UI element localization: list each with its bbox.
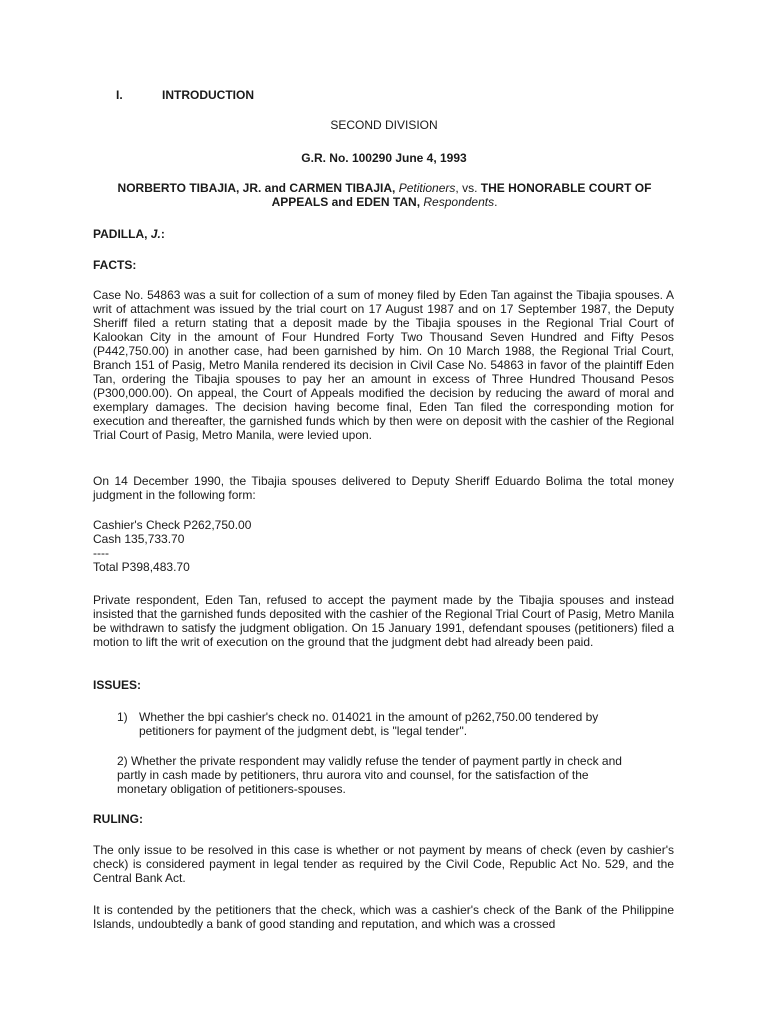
payment-line-divider: ---- xyxy=(93,546,109,560)
ponente xyxy=(93,227,165,241)
versus-text: , vs. xyxy=(455,181,478,195)
payment-line-total: Total P398,483.70 xyxy=(93,560,190,574)
payment-line-check: Cashier's Check P262,750.00 xyxy=(93,518,252,532)
ruling-paragraph-2: It is contended by the petitioners that the check, which was a cashier's check of the Bank of the Philippine Islands, undoubtedly a bank of good standing and reputation, and which was a crossed xyxy=(93,903,674,931)
payment-breakdown xyxy=(93,518,251,574)
facts-paragraph-3: Private respondent, Eden Tan, refused to accept the payment made by the Tibajia spouses and instead insisted that the garnished funds deposited with the cashier of the Regional Trial Court of Pasig, Metro Manila be withdrawn to satisfy the judgment obligation. On 15 January 1991, defendant spouses (petitioners) filed a motion to lift the writ of execution on the ground that the judgment debt had already been paid. xyxy=(93,593,674,649)
court-division: SECOND DIVISION xyxy=(330,118,438,132)
facts-heading: FACTS: xyxy=(93,258,137,272)
respondents-label: Respondents xyxy=(423,195,495,209)
issue-2-text: 2) Whether the private respondent may validly refuse the tender of payment partly in check and partly in cash made by petitioners, thru aurora vito and counsel, for the satisfaction of the monetary obligation of petitioners-spouses. xyxy=(117,754,622,796)
issues-heading: ISSUES: xyxy=(93,678,142,692)
case-number: G.R. No. 100290 June 4, 1993 xyxy=(301,151,467,165)
case-parties: NORBERTO TIBAJIA, JR. and CARMEN TIBAJIA, Petitioners, vs. THE HONORABLE COURT OF APPEALS and EDEN TAN, Respondents. xyxy=(117,181,652,209)
ruling-paragraph-1: The only issue to be resolved in this case is whether or not payment by means of check (even by cashier's check) is considered payment in legal tender as required by the Civil Code, Republic Act No. 529, and the Central Bank Act. xyxy=(93,843,674,885)
issue-1-number: 1) xyxy=(117,710,128,724)
ponente-name: PADILLA, xyxy=(93,227,148,241)
petitioners-names: NORBERTO TIBAJIA, JR. and CARMEN TIBAJIA, xyxy=(117,181,396,195)
ruling-heading: RULING: xyxy=(93,812,143,826)
facts-paragraph-1: Case No. 54863 was a suit for collection of a sum of money filed by Eden Tan against the Tibajia spouses. A writ of attachment was issued by the trial court on 17 August 1987 and on 17 September 1987, the Deputy Sheriff filed a return stating that a deposit made by the Tibajia spouses in the Regional Trial Court of Kalookan City in the amount of Four Hundred Forty Two Thousand Seven Hundred and Fifty Pesos (P442,750.00) in another case, had been garnished by him. On 10 March 1988, the Regional Trial Court, Branch 151 of Pasig, Metro Manila rendered its decision in Civil Case No. 54863 in favor of the plaintiff Eden Tan, ordering the Tibajia spouses to pay her an amount in excess of Three Hundred Thousand Pesos (P300,000.00). On appeal, the Court of Appeals modified the decision by reducing the award of moral and exemplary damages. The decision having become final, Eden Tan filed the corresponding motion for execution and thereafter, the garnished funds which by then were on deposit with the cashier of the Regional Trial Court of Pasig, Metro Manila, were levied upon. xyxy=(93,288,674,442)
issue-1-text: Whether the bpi cashier's check no. 014021 in the amount of p262,750.00 tendered by petitioners for payment of the judgment debt, is "legal tender". xyxy=(139,710,599,738)
section-title: INTRODUCTION xyxy=(162,88,254,102)
respondents-names: THE HONORABLE COURT OF APPEALS and EDEN TAN, xyxy=(271,181,652,209)
section-number: I. xyxy=(116,88,123,102)
petitioners-label: Petitioners xyxy=(398,181,456,195)
payment-line-cash: Cash 135,733.70 xyxy=(93,532,185,546)
facts-paragraph-2: On 14 December 1990, the Tibajia spouses delivered to Deputy Sheriff Eduardo Bolima the total money judgment in the following form: xyxy=(93,474,674,502)
ponente-colon: : xyxy=(160,227,165,241)
ponente-suffix: J. xyxy=(150,227,161,241)
